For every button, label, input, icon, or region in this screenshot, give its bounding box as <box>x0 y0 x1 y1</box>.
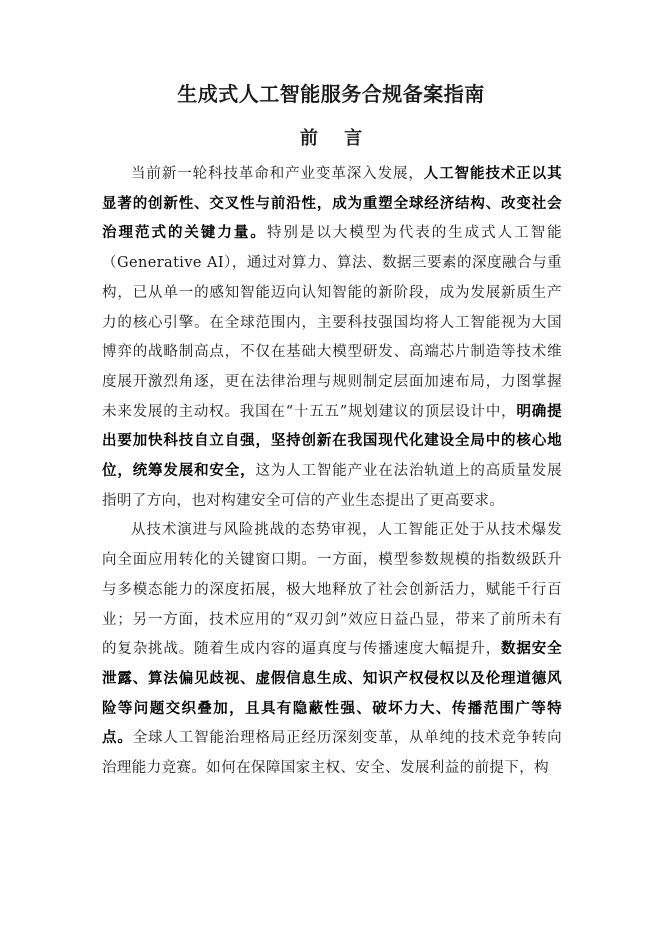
paragraph-2-segment-1: 从技术演进与风险挑战的态势审视，人工智能正处于从技术爆发向全面应用转化的关键窗口期。一方面，模型参数规模的指数级跃升与多模态能力的深度拓展，极大地释放了社会创新活力，赋能千行百业；另一方面，技术应用的“双刃剑”效应日益凸显，带来了前所未有的复杂挑战。随着生成内容的逼真度与传播速度大幅提升， <box>102 522 562 658</box>
paragraph-2-emphasis-1: 数据安全泄露、算法偏见歧视、虚假信息生成、知识产权侵权以及伦理道德风险等问题交织叠加，且具有隐蔽性强、破坏力大、传播范围广等特点。 <box>102 641 562 747</box>
paragraph-1-segment-2: 特别是以大模型为代表的生成式人工智能（Generative AI），通过对算力、算法、数据三要素的深度融合与重构，已从单一的感知智能迈向认知智能的新阶段，成为发展新质生产力的核心引擎。在全球范围内，主要科技强国均将人工智能视为大国博弈的战略制高点，不仅在基础大模型研发、高端芯片制造等技术维度展开激烈角逐，更在法律治理与规则制定层面加速布局，力图掌握未来发展的主动权。我国在“十五五”规划建议的顶层设计中， <box>102 225 563 420</box>
body-text <box>102 160 562 784</box>
paragraph-1-emphasis-1: 人工智能技术正以其显著的创新性、交叉性与前沿性，成为重塑全球经济结构、改变社会治理范式的关键力量。 <box>102 166 562 242</box>
paragraph-2-segment-2: 全球人工智能治理格局正经历深刻变革，从单纯的技术竞争转向治理能力竞赛。如何在保障国家主权、安全、发展利益的前提下，构 <box>102 730 562 777</box>
document-title: 生成式人工智能服务合规备案指南 <box>177 82 485 106</box>
paragraph-1 <box>102 160 562 516</box>
paragraph-2 <box>102 516 562 783</box>
paragraph-1-segment-1: 当前新一轮科技革命和产业变革深入发展， <box>131 166 424 182</box>
section-heading-preface: 前 言 <box>299 128 373 149</box>
paragraph-1-segment-3: 这为人工智能产业在法治轨道上的高质量发展指明了方向，也对构建安全可信的产业生态提出了更高要求。 <box>102 463 562 509</box>
paragraph-1-emphasis-2: 明确提出要加快科技自立自强，坚持创新在我国现代化建设全局中的核心地位，统筹发展和安全， <box>102 403 563 480</box>
